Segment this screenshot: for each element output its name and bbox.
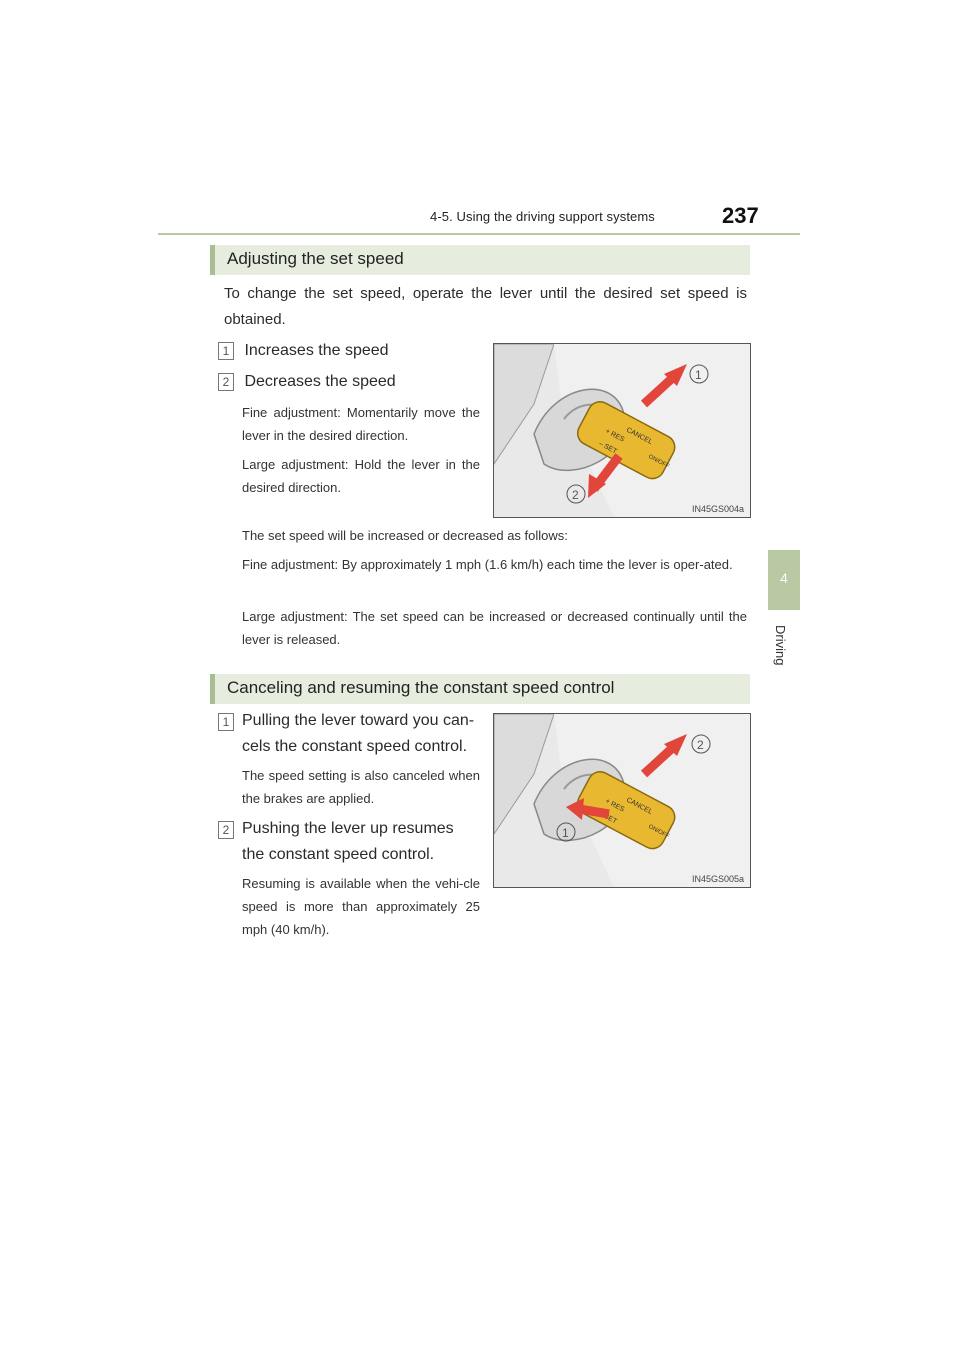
page-number: 237 bbox=[722, 203, 759, 228]
intro-paragraph: To change the set speed, operate the lever until the desired set speed is obtained. bbox=[224, 285, 747, 328]
section-heading-canceling bbox=[210, 674, 750, 704]
note-large: Large adjustment: Hold the lever in the desired direction. bbox=[242, 457, 480, 495]
lever-res-label: + RES bbox=[603, 797, 626, 814]
lever-illustration bbox=[494, 344, 750, 517]
callout-1: 1 bbox=[562, 826, 569, 840]
section-title: Canceling and resuming the constant speed control bbox=[227, 678, 615, 697]
section-title: Adjusting the set speed bbox=[227, 249, 404, 268]
step-number: 2 bbox=[218, 821, 234, 839]
lever-cancel-label: CANCEL bbox=[625, 796, 654, 817]
note-cancel: The speed setting is also canceled when the brakes are applied. bbox=[242, 768, 480, 806]
callout-2: 2 bbox=[697, 738, 704, 752]
item-text: Increases the speed bbox=[244, 342, 389, 359]
list-item-resume bbox=[218, 816, 234, 839]
body-text-1: The set speed will be increased or decreased as follows: bbox=[242, 528, 568, 543]
list-item-increase bbox=[218, 338, 389, 364]
note-fine: Fine adjustment: Momentarily move the lever in the desired direction. bbox=[242, 405, 480, 443]
chapter-number: 4 bbox=[780, 570, 788, 586]
item-text: Decreases the speed bbox=[244, 373, 396, 390]
header-rule bbox=[158, 233, 800, 235]
note-resume: Resuming is available when the vehi-cle speed is more than approximately 25 mph (40 km/h). bbox=[242, 876, 480, 937]
list-item-cancel bbox=[218, 708, 234, 731]
step-number: 1 bbox=[218, 713, 234, 731]
lever-set-label: – SET bbox=[597, 810, 618, 826]
lever-set-label: – SET bbox=[597, 440, 618, 456]
body-text-3: Large adjustment: The set speed can be increased or decreased continually until the lever is released. bbox=[242, 609, 747, 647]
item-text-resume: Pushing the lever up resumes the constant speed control. bbox=[242, 820, 454, 863]
section-heading-adjusting bbox=[210, 245, 750, 275]
lever-onoff-label: ON/OFF bbox=[647, 823, 671, 840]
figure-id: IN45GS005a bbox=[691, 874, 744, 884]
lever-onoff-label: ON/OFF bbox=[647, 453, 671, 470]
body-text-2: Fine adjustment: By approximately 1 mph (1.6 km/h) each time the lever is oper-ated. bbox=[242, 557, 733, 572]
chapter-label: Driving bbox=[773, 625, 788, 666]
arrow-pull-icon bbox=[579, 809, 609, 814]
callout-1: 1 bbox=[695, 368, 702, 382]
step-number: 2 bbox=[218, 373, 234, 391]
list-item-decrease bbox=[218, 369, 396, 395]
lever-illustration bbox=[494, 714, 750, 887]
lever-figure-adjust bbox=[493, 343, 751, 518]
section-header: 4-5. Using the driving support systems bbox=[430, 209, 655, 224]
callout-2: 2 bbox=[572, 488, 579, 502]
figure-id: IN45GS004a bbox=[691, 504, 744, 514]
lever-figure-cancel bbox=[493, 713, 751, 888]
item-text-cancel: Pulling the lever toward you can-cels the constant speed control. bbox=[242, 712, 475, 755]
step-number: 1 bbox=[218, 342, 234, 360]
lever-cancel-label: CANCEL bbox=[625, 426, 654, 447]
lever-res-label: + RES bbox=[603, 427, 626, 444]
